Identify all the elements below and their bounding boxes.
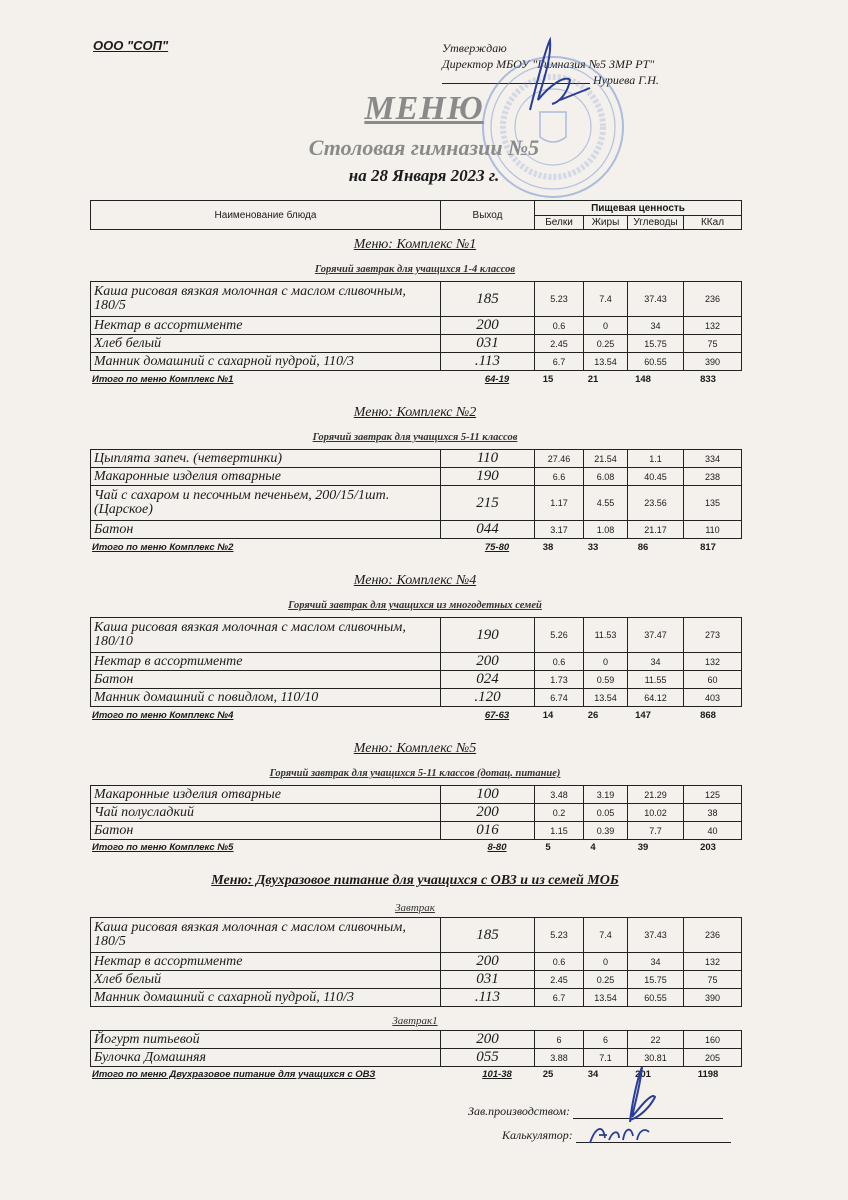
- dish-name: Нектар в ассортименте: [91, 317, 441, 335]
- table-row: [91, 521, 742, 539]
- dish-carbs: 37.43: [628, 282, 684, 317]
- dish-carbs: 37.43: [628, 918, 684, 953]
- dish-carbs: 1.1: [628, 450, 684, 468]
- dish-output: .113: [441, 989, 535, 1007]
- dish-fat: 0: [584, 317, 628, 335]
- dish-kcal: 390: [684, 353, 742, 371]
- total-kcal: 868: [700, 710, 716, 721]
- total-fat: 34: [587, 1069, 599, 1080]
- production-label: Зав.производством:: [468, 1104, 571, 1118]
- dish-protein: 0.6: [535, 953, 584, 971]
- dish-protein: 0.6: [535, 317, 584, 335]
- dish-kcal: 236: [684, 918, 742, 953]
- dish-output: 016: [441, 822, 535, 840]
- dish-protein: 1.17: [535, 486, 584, 521]
- dish-output: 031: [441, 971, 535, 989]
- dish-name: Каша рисовая вязкая молочная с маслом сливочным, 180/5: [91, 282, 441, 317]
- table-row: [91, 618, 742, 653]
- dish-fat: 7.1: [584, 1049, 628, 1067]
- dish-kcal: 135: [684, 486, 742, 521]
- dish-carbs: 15.75: [628, 971, 684, 989]
- calculator-signature-icon: [585, 1118, 655, 1148]
- dish-fat: 13.54: [584, 989, 628, 1007]
- dish-output: 200: [441, 653, 535, 671]
- table-row: [91, 804, 742, 822]
- total-protein: 5: [545, 842, 551, 853]
- dish-fat: 7.4: [584, 282, 628, 317]
- menu-date: на 28 Января 2023 г.: [348, 166, 500, 185]
- dish-protein: 6.7: [535, 353, 584, 371]
- total-carbs: 147: [635, 710, 651, 721]
- total-carbs: 201: [635, 1069, 651, 1080]
- table-row: [91, 353, 742, 371]
- dish-fat: 11.53: [584, 618, 628, 653]
- dish-kcal: 132: [684, 317, 742, 335]
- dish-carbs: 40.45: [628, 468, 684, 486]
- dish-protein: 0.6: [535, 653, 584, 671]
- dish-name: Нектар в ассортименте: [91, 653, 441, 671]
- approve-line-2: Директор МБОУ "Гимназия №5 ЗМР РТ": [442, 57, 655, 71]
- dish-fat: 7.4: [584, 918, 628, 953]
- dish-output: 110: [441, 450, 535, 468]
- dish-carbs: 21.17: [628, 521, 684, 539]
- table-row: [91, 989, 742, 1007]
- dish-carbs: 34: [628, 653, 684, 671]
- page-subtitle: Столовая гимназии №5: [308, 135, 540, 160]
- section-title: Меню: Комплекс №2: [353, 405, 477, 420]
- dish-name: Манник домашний с сахарной пудрой, 110/3: [91, 353, 441, 371]
- table-row: [91, 822, 742, 840]
- menu-table: [90, 449, 742, 539]
- dish-fat: 0.25: [584, 335, 628, 353]
- column-header-table: [90, 200, 742, 230]
- section-subtitle: Горячий завтрак для учащихся 1-4 классов: [314, 264, 516, 275]
- dish-protein: 3.48: [535, 786, 584, 804]
- dish-kcal: 132: [684, 953, 742, 971]
- dish-protein: 6.6: [535, 468, 584, 486]
- dish-protein: 3.88: [535, 1049, 584, 1067]
- dish-output: 190: [441, 618, 535, 653]
- total-label: Итого по меню Комплекс №5: [92, 842, 234, 853]
- header-fat: Жиры: [584, 216, 628, 230]
- dish-protein: 1.73: [535, 671, 584, 689]
- dish-fat: 4.55: [584, 486, 628, 521]
- dish-fat: 13.54: [584, 353, 628, 371]
- dish-name: Макаронные изделия отварные: [91, 468, 441, 486]
- dish-kcal: 75: [684, 335, 742, 353]
- dish-carbs: 10.02: [628, 804, 684, 822]
- footer-production: [468, 1104, 723, 1119]
- total-fat: 21: [587, 374, 599, 385]
- dish-protein: 0.2: [535, 804, 584, 822]
- section-subtitle: Горячий завтрак для учащихся 5-11 классов: [312, 432, 518, 443]
- dish-carbs: 34: [628, 953, 684, 971]
- total-kcal: 1198: [697, 1069, 719, 1080]
- dish-carbs: 22: [628, 1031, 684, 1049]
- section-subtitle: Завтрак1: [392, 1015, 438, 1027]
- dish-name: Хлеб белый: [91, 335, 441, 353]
- total-kcal: 817: [700, 542, 716, 553]
- dish-protein: 6: [535, 1031, 584, 1049]
- dish-fat: 0.05: [584, 804, 628, 822]
- dish-output: 055: [441, 1049, 535, 1067]
- dish-fat: 21.54: [584, 450, 628, 468]
- dish-carbs: 37.47: [628, 618, 684, 653]
- dish-name: Батон: [91, 671, 441, 689]
- section-subtitle: Завтрак: [395, 902, 435, 914]
- section-subtitle: Горячий завтрак для учащихся 5-11 классов (дотац. питание): [269, 768, 561, 779]
- dish-name: Манник домашний с повидлом, 110/10: [91, 689, 441, 707]
- dish-output: .113: [441, 353, 535, 371]
- dish-kcal: 132: [684, 653, 742, 671]
- header-protein: Белки: [535, 216, 584, 230]
- dish-protein: 5.23: [535, 282, 584, 317]
- page-title: МЕНЮ: [364, 90, 484, 127]
- dish-name: Каша рисовая вязкая молочная с маслом сливочным, 180/10: [91, 618, 441, 653]
- menu-table: [90, 617, 742, 707]
- table-row: [91, 653, 742, 671]
- header-output: Выход: [441, 201, 535, 230]
- total-output: 67-63: [484, 710, 510, 721]
- table-row: [91, 1031, 742, 1049]
- dish-kcal: 40: [684, 822, 742, 840]
- table-row: [91, 317, 742, 335]
- table-row: [91, 971, 742, 989]
- total-label: Итого по меню Двухразовое питание для учащихся с ОВЗ: [92, 1069, 376, 1080]
- table-row: [91, 918, 742, 953]
- approve-line-1: Утверждаю: [442, 41, 507, 55]
- dish-protein: 2.45: [535, 971, 584, 989]
- dish-output: 215: [441, 486, 535, 521]
- dish-name: Цыплята запеч. (четвертинки): [91, 450, 441, 468]
- dish-kcal: 403: [684, 689, 742, 707]
- table-row: [91, 689, 742, 707]
- total-fat: 33: [587, 542, 599, 553]
- dish-kcal: 238: [684, 468, 742, 486]
- dish-output: 100: [441, 786, 535, 804]
- table-row: [91, 282, 742, 317]
- dish-fat: 6.08: [584, 468, 628, 486]
- dish-output: 200: [441, 953, 535, 971]
- dish-output: 044: [441, 521, 535, 539]
- dish-output: 190: [441, 468, 535, 486]
- menu-table: [90, 281, 742, 371]
- total-output: 75-80: [484, 542, 510, 553]
- dish-name: Нектар в ассортименте: [91, 953, 441, 971]
- total-protein: 15: [542, 374, 554, 385]
- dish-name: Йогурт питьевой: [91, 1031, 441, 1049]
- dish-fat: 0.59: [584, 671, 628, 689]
- dish-name: Каша рисовая вязкая молочная с маслом сливочным, 180/5: [91, 918, 441, 953]
- section-title: Меню: Комплекс №4: [353, 573, 477, 588]
- total-protein: 38: [542, 542, 554, 553]
- dish-name: Булочка Домашняя: [91, 1049, 441, 1067]
- dish-kcal: 125: [684, 786, 742, 804]
- total-output: 8-80: [487, 842, 507, 853]
- dish-carbs: 34: [628, 317, 684, 335]
- total-carbs: 86: [637, 542, 649, 553]
- dish-kcal: 60: [684, 671, 742, 689]
- dish-kcal: 160: [684, 1031, 742, 1049]
- header-nutrition: Пищевая ценность: [535, 201, 742, 216]
- dish-output: 024: [441, 671, 535, 689]
- section-subtitle: Горячий завтрак для учащихся из многодетных семей: [288, 600, 542, 611]
- dish-protein: 6.74: [535, 689, 584, 707]
- dish-name: Хлеб белый: [91, 971, 441, 989]
- table-row: [91, 953, 742, 971]
- section-title: Меню: Комплекс №1: [353, 237, 477, 252]
- menu-table: [90, 917, 742, 1007]
- dish-protein: 5.26: [535, 618, 584, 653]
- total-label: Итого по меню Комплекс №1: [92, 374, 234, 385]
- total-row: [92, 374, 741, 388]
- dish-output: 200: [441, 1031, 535, 1049]
- dish-kcal: 236: [684, 282, 742, 317]
- dish-output: 200: [441, 317, 535, 335]
- dish-carbs: 15.75: [628, 335, 684, 353]
- table-row: [91, 450, 742, 468]
- menu-table: [90, 785, 742, 840]
- total-label: Итого по меню Комплекс №2: [92, 542, 234, 553]
- dish-carbs: 60.55: [628, 353, 684, 371]
- dish-name: Макаронные изделия отварные: [91, 786, 441, 804]
- dish-kcal: 110: [684, 521, 742, 539]
- dish-output: 031: [441, 335, 535, 353]
- table-row: [91, 335, 742, 353]
- dish-protein: 1.15: [535, 822, 584, 840]
- total-fat: 4: [590, 842, 596, 853]
- total-fat: 26: [587, 710, 599, 721]
- dish-kcal: 390: [684, 989, 742, 1007]
- total-carbs: 39: [637, 842, 649, 853]
- dish-fat: 1.08: [584, 521, 628, 539]
- total-carbs: 148: [635, 374, 651, 385]
- dish-fat: 6: [584, 1031, 628, 1049]
- total-output: 64-19: [484, 374, 510, 385]
- header-carbs: Углеводы: [628, 216, 684, 230]
- table-row: [91, 786, 742, 804]
- total-row: [92, 842, 741, 856]
- dish-kcal: 334: [684, 450, 742, 468]
- calculator-label: Калькулятор:: [502, 1128, 573, 1142]
- total-kcal: 833: [700, 374, 716, 385]
- dish-protein: 5.23: [535, 918, 584, 953]
- total-label: Итого по меню Комплекс №4: [92, 710, 234, 721]
- table-row: [91, 671, 742, 689]
- dish-carbs: 60.55: [628, 989, 684, 1007]
- total-protein: 14: [542, 710, 554, 721]
- dish-protein: 3.17: [535, 521, 584, 539]
- dish-carbs: 21.29: [628, 786, 684, 804]
- dish-kcal: 38: [684, 804, 742, 822]
- table-row: [91, 486, 742, 521]
- dish-output: .120: [441, 689, 535, 707]
- total-kcal: 203: [700, 842, 716, 853]
- dish-fat: 13.54: [584, 689, 628, 707]
- dish-carbs: 23.56: [628, 486, 684, 521]
- dish-name: Чай с сахаром и песочным печеньем, 200/15/1шт. (Царское): [91, 486, 441, 521]
- dish-output: 185: [441, 282, 535, 317]
- dish-carbs: 7.7: [628, 822, 684, 840]
- total-output: 101-38: [482, 1069, 512, 1080]
- header-kcal: ККал: [684, 216, 742, 230]
- total-protein: 25: [542, 1069, 554, 1080]
- dish-output: 200: [441, 804, 535, 822]
- dish-kcal: 75: [684, 971, 742, 989]
- dish-name: Батон: [91, 822, 441, 840]
- dish-carbs: 11.55: [628, 671, 684, 689]
- company-name: ООО "СОП": [93, 38, 169, 53]
- dish-name: Манник домашний с сахарной пудрой, 110/3: [91, 989, 441, 1007]
- dish-fat: 0: [584, 953, 628, 971]
- director-name: Нуриева Г.Н.: [593, 73, 659, 87]
- header-dish: Наименование блюда: [91, 201, 441, 230]
- dish-name: Чай полусладкий: [91, 804, 441, 822]
- dish-fat: 0.25: [584, 971, 628, 989]
- section-title: Меню: Двухразовое питание для учащихся с ОВЗ и из семей МОБ: [211, 873, 619, 888]
- table-row: [91, 468, 742, 486]
- dish-kcal: 273: [684, 618, 742, 653]
- dish-protein: 27.46: [535, 450, 584, 468]
- dish-output: 185: [441, 918, 535, 953]
- dish-carbs: 64.12: [628, 689, 684, 707]
- dish-name: Батон: [91, 521, 441, 539]
- dish-kcal: 205: [684, 1049, 742, 1067]
- dish-fat: 3.19: [584, 786, 628, 804]
- dish-protein: 6.7: [535, 989, 584, 1007]
- section-title: Меню: Комплекс №5: [353, 741, 477, 756]
- dish-carbs: 30.81: [628, 1049, 684, 1067]
- total-row: [92, 710, 741, 724]
- dish-protein: 2.45: [535, 335, 584, 353]
- dish-fat: 0.39: [584, 822, 628, 840]
- dish-fat: 0: [584, 653, 628, 671]
- total-row: [92, 542, 741, 556]
